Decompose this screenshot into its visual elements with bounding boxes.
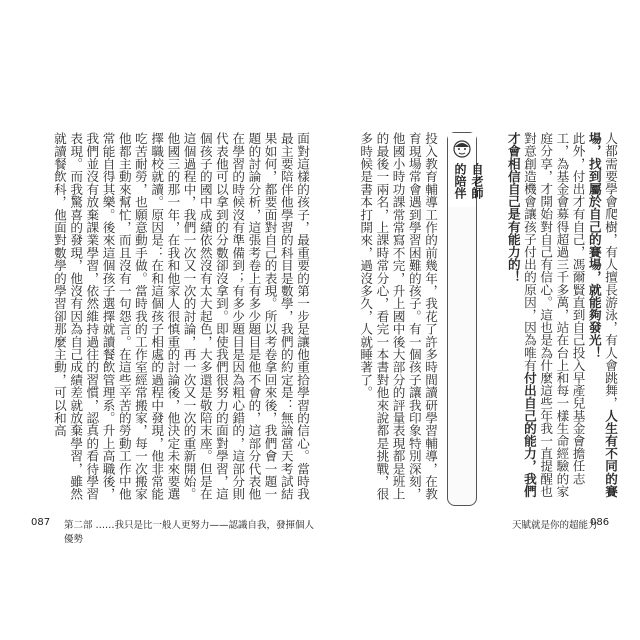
right-running-head: 天賦就是你的超能力 (512, 520, 598, 531)
right-page-number: 086 (590, 517, 610, 528)
right-top-text (488, 132, 618, 504)
left-body-text: 面對這樣的孩子，最重要的第一步是讓他重拾學習的信心。當時我最主要陪伴他學習的科目是數學，我們的約定是：無論當天考試結果如何，都要面對自己的表現。所以考卷拿回來後，我們會一題一題的討論分析，這張考卷上有多少題目是他不會的，這部分代表他在學習的時候沒有準備到；有多少題目是因為粗心錯的，這部分則代表他可以拿到的分數卻沒拿到。即使我們很努力的面對學習，這個孩子的國中成績依然沒有太大起色，大多還是敬陪末座。但是在這個過程中，我們一次又一次的討論，再一次又一次的重新開始。他國三的那一年，在我和他家人很慎重的討論後，他決定未來要選擇職校就讀。原因是：在和這個孩子相處的過程中發現，他非常能吃苦耐勞，也願意動手做。當時我的工作室經常搬家，每一次搬家他都主動來幫忙，而且沒有一句怨言。在這些辛苦的勞動工作中他常能自得其樂。後來這個孩子選擇就讀餐飲管理系。升上高職後，我們並沒有放棄課業學習，依然維持過往的習慣，認真的看待學習表現。而我驚喜的發現，他沒有因為自己成績差就放棄學習，雖然就讀餐飲科，他面對數學的學習卻那麼主動，可以和高 (51, 132, 310, 501)
sidebar-body-text: 投入教育輔導工作的前幾年，我花了許多時間讀研學習輔導，在教育現場常會遇到學習困難的孩子。有一個孩子讓我印象特別深刻，他國小時功課常常寫不完，升上國中後大部分的評量表現都是班上的最後一兩名，上課時常分心，看完一本書對他來說都是挑戰，很多時候是書本打開來，過沒多久，人就睡著了。 (358, 132, 438, 501)
sidebar-box (447, 132, 484, 506)
right-top-bold: 人生有不同的賽場，找到屬於自己的賽場，就能夠發光！ (586, 132, 618, 498)
right-top-plain: 人都需要學會爬樹，有人擅長游泳，有人會跳舞， (603, 132, 618, 410)
sidebar-header (448, 133, 484, 207)
sidebar-title: 自老師的陪伴 (453, 163, 484, 199)
right-top-bold2: 付出自己的能力，我們才會相信自己是有能力的！ (505, 132, 537, 498)
left-page-number: 087 (31, 517, 51, 528)
left-running-head: 第二部 ……我只是比一般人更努力——認識自我，發揮個人優勢 (64, 520, 315, 545)
teacher-face-icon (452, 139, 472, 159)
right-top-rest: 此外，付出才有自己，馮爾賢直到自己投入早產兒基金會擔任志工，為基金會募得超過三千多萬，站在台上和每一樣生命經驗的家庭分享，才開始對自己有信心。這也是為什麼這些年我一直提醒也對意創造機會讓孩子付出的原因，因為唯有 (521, 132, 586, 498)
